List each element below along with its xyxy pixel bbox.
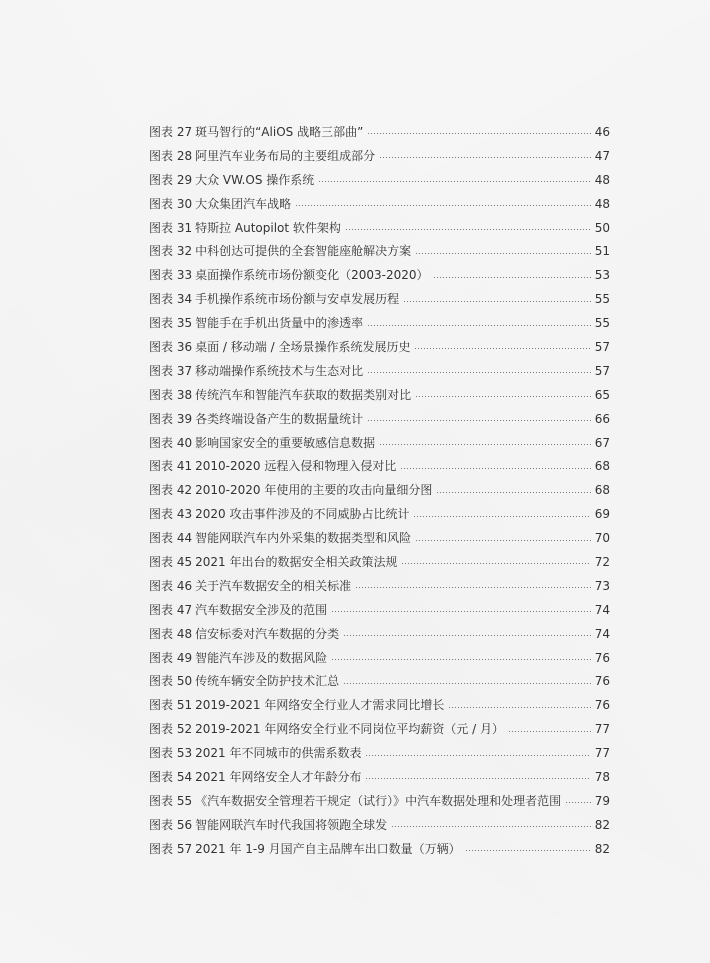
entry-page-number: 50 <box>594 220 610 235</box>
entry-title: 中科创达可提供的全套智能座舱解决方案 <box>195 244 412 259</box>
entry-prefix: 图表 47 <box>149 602 193 617</box>
dot-leader <box>401 563 590 564</box>
entry-page-number: 57 <box>594 363 610 378</box>
entry-prefix: 图表 38 <box>149 387 193 402</box>
entry-prefix: 图表 41 <box>149 459 193 474</box>
entry-title: 2010-2020 远程入侵和物理入侵对比 <box>195 459 397 474</box>
entry-page-number: 82 <box>594 817 610 832</box>
toc-entry-44[interactable] <box>149 527 610 551</box>
dot-leader <box>367 420 591 421</box>
entry-prefix: 图表 57 <box>149 841 193 856</box>
entry-prefix: 图表 37 <box>149 363 193 378</box>
entry-title: 传统汽车和智能汽车获取的数据类别对比 <box>195 387 412 402</box>
entry-page-number: 48 <box>594 196 610 211</box>
entry-prefix: 图表 51 <box>149 698 193 713</box>
entry-page-number: 77 <box>594 722 610 737</box>
entry-title: 各类终端设备产生的数据量统计 <box>195 411 364 426</box>
dot-leader <box>448 707 590 708</box>
entry-page-number: 47 <box>594 148 610 163</box>
toc-entry-40[interactable] <box>149 432 610 456</box>
entry-title: 桌面 / 移动端 / 全场景操作系统发展历史 <box>195 340 411 355</box>
entry-prefix: 图表 40 <box>149 435 193 450</box>
toc-entry-46[interactable] <box>149 575 610 599</box>
entry-title: 汽车数据安全涉及的范围 <box>195 602 328 617</box>
dot-leader <box>318 181 590 182</box>
entry-title: 智能汽车涉及的数据风险 <box>195 650 328 665</box>
toc-entry-49[interactable] <box>149 647 610 671</box>
entry-page-number: 55 <box>594 316 610 331</box>
entry-page-number: 72 <box>594 555 610 570</box>
entry-prefix: 图表 39 <box>149 411 193 426</box>
entry-page-number: 68 <box>594 483 610 498</box>
entry-title: 大众 VW.OS 操作系统 <box>195 172 315 187</box>
dot-leader <box>295 205 591 206</box>
toc-entry-36[interactable] <box>149 336 610 360</box>
entry-prefix: 图表 56 <box>149 817 193 832</box>
entry-page-number: 66 <box>594 411 610 426</box>
dot-leader <box>331 659 591 660</box>
toc-entry-57[interactable] <box>149 838 610 862</box>
entry-title: 智能网联汽车内外采集的数据类型和风险 <box>195 531 412 546</box>
entry-prefix: 图表 43 <box>149 507 193 522</box>
entry-title: 桌面操作系统市场份额变化（2003-2020） <box>195 268 429 283</box>
toc-entry-56[interactable] <box>149 814 610 838</box>
entry-title: 影响国家安全的重要敏感信息数据 <box>195 435 376 450</box>
entry-page-number: 73 <box>594 578 610 593</box>
entry-title: 手机操作系统市场份额与安卓发展历程 <box>195 292 400 307</box>
dot-leader <box>367 325 591 326</box>
entry-page-number: 78 <box>594 770 610 785</box>
dot-leader <box>367 133 590 134</box>
entry-page-number: 76 <box>594 698 610 713</box>
dot-leader <box>345 229 591 230</box>
entry-page-number: 74 <box>594 626 610 641</box>
dot-leader <box>415 396 591 397</box>
dot-leader <box>565 802 591 803</box>
entry-page-number: 57 <box>594 340 610 355</box>
entry-title: 2021 年不同城市的供需系数表 <box>195 746 362 761</box>
entry-prefix: 图表 35 <box>149 316 193 331</box>
table-of-figures <box>149 121 610 862</box>
toc-entry-43[interactable] <box>149 503 610 527</box>
dot-leader <box>465 850 591 851</box>
entry-prefix: 图表 52 <box>149 722 193 737</box>
entry-prefix: 图表 54 <box>149 770 193 785</box>
entry-prefix: 图表 50 <box>149 674 193 689</box>
entry-page-number: 74 <box>594 602 610 617</box>
entry-prefix: 图表 53 <box>149 746 193 761</box>
entry-page-number: 70 <box>594 531 610 546</box>
entry-title: 智能网联汽车时代我国将领跑全球发 <box>195 817 388 832</box>
toc-entry-30[interactable] <box>149 193 610 217</box>
dot-leader <box>365 778 590 779</box>
entry-title: 移动端操作系统技术与生态对比 <box>195 363 364 378</box>
entry-page-number: 53 <box>594 268 610 283</box>
entry-title: 2010-2020 年使用的主要的攻击向量细分图 <box>195 483 433 498</box>
dot-leader <box>355 587 591 588</box>
entry-prefix: 图表 44 <box>149 531 193 546</box>
toc-entry-32[interactable] <box>149 240 610 264</box>
entry-page-number: 76 <box>594 650 610 665</box>
toc-entry-33[interactable] <box>149 264 610 288</box>
entry-title: 2021 年网络安全人才年龄分布 <box>195 770 362 785</box>
toc-entry-42[interactable] <box>149 479 610 503</box>
dot-leader <box>436 492 590 493</box>
dot-leader <box>379 444 591 445</box>
toc-entry-31[interactable] <box>149 217 610 241</box>
entry-title: 特斯拉 Autopilot 软件架构 <box>195 220 341 235</box>
toc-entry-54[interactable] <box>149 766 610 790</box>
entry-prefix: 图表 36 <box>149 340 193 355</box>
toc-entry-47[interactable] <box>149 599 610 623</box>
entry-title: 2021 年出台的数据安全相关政策法规 <box>195 555 398 570</box>
entry-title: 大众集团汽车战略 <box>195 196 292 211</box>
entry-title: 2020 攻击事件涉及的不同威胁占比统计 <box>195 507 410 522</box>
toc-entry-51[interactable] <box>149 694 610 718</box>
dot-leader <box>343 635 591 636</box>
entry-page-number: 79 <box>594 793 610 808</box>
entry-page-number: 55 <box>594 292 610 307</box>
dot-leader <box>508 731 591 732</box>
toc-entry-37[interactable] <box>149 360 610 384</box>
entry-prefix: 图表 48 <box>149 626 193 641</box>
entry-page-number: 48 <box>594 172 610 187</box>
entry-prefix: 图表 30 <box>149 196 193 211</box>
entry-page-number: 77 <box>594 746 610 761</box>
entry-title: 智能手在手机出货量中的渗透率 <box>195 316 364 331</box>
entry-title: 2021 年 1-9 月国产自主品牌车出口数量（万辆） <box>195 841 461 856</box>
entry-prefix: 图表 31 <box>149 220 193 235</box>
entry-page-number: 65 <box>594 387 610 402</box>
dot-leader <box>391 826 591 827</box>
dot-leader <box>415 540 591 541</box>
dot-leader <box>414 348 590 349</box>
entry-page-number: 68 <box>594 459 610 474</box>
entry-page-number: 69 <box>594 507 610 522</box>
dot-leader <box>379 157 591 158</box>
entry-prefix: 图表 49 <box>149 650 193 665</box>
entry-title: 阿里汽车业务布局的主要组成部分 <box>195 148 376 163</box>
entry-prefix: 图表 55 <box>149 793 193 808</box>
entry-title: 2019-2021 年网络安全行业人才需求同比增长 <box>195 698 445 713</box>
toc-entry-52[interactable] <box>149 718 610 742</box>
dot-leader <box>343 683 591 684</box>
entry-title: 信安标委对汽车数据的分类 <box>195 626 340 641</box>
entry-prefix: 图表 27 <box>149 125 193 139</box>
entry-prefix: 图表 34 <box>149 292 193 307</box>
entry-prefix: 图表 29 <box>149 172 193 187</box>
toc-entry-29[interactable] <box>149 169 610 193</box>
entry-prefix: 图表 46 <box>149 578 193 593</box>
dot-leader <box>331 611 591 612</box>
entry-prefix: 图表 42 <box>149 483 193 498</box>
dot-leader <box>365 755 590 756</box>
entry-page-number: 67 <box>594 435 610 450</box>
entry-prefix: 图表 32 <box>149 244 193 259</box>
entry-page-number: 76 <box>594 674 610 689</box>
entry-title: 传统车辆安全防护技术汇总 <box>195 674 340 689</box>
entry-prefix: 图表 33 <box>149 268 193 283</box>
dot-leader <box>403 301 591 302</box>
entry-title: 斑马智行的“AliOS 战略三部曲” <box>195 125 364 139</box>
toc-entry-27[interactable] <box>149 121 610 145</box>
entry-title: 关于汽车数据安全的相关标准 <box>195 578 352 593</box>
entry-prefix: 图表 45 <box>149 555 193 570</box>
dot-leader <box>413 516 590 517</box>
dot-leader <box>415 253 591 254</box>
toc-entry-35[interactable] <box>149 312 610 336</box>
entry-title: 2019-2021 年网络安全行业不同岗位平均薪资（元 / 月） <box>195 722 504 737</box>
toc-entry-48[interactable] <box>149 623 610 647</box>
toc-entry-55[interactable] <box>149 790 610 814</box>
toc-entry-45[interactable] <box>149 551 610 575</box>
toc-entry-53[interactable] <box>149 742 610 766</box>
entry-page-number: 51 <box>594 244 610 259</box>
toc-entry-41[interactable] <box>149 455 610 479</box>
dot-leader <box>433 277 591 278</box>
dot-leader <box>367 372 591 373</box>
toc-entry-39[interactable] <box>149 408 610 432</box>
entry-page-number: 46 <box>594 125 610 139</box>
toc-entry-38[interactable] <box>149 384 610 408</box>
dot-leader <box>400 468 590 469</box>
toc-entry-28[interactable] <box>149 145 610 169</box>
toc-entry-34[interactable] <box>149 288 610 312</box>
entry-page-number: 82 <box>594 841 610 856</box>
entry-prefix: 图表 28 <box>149 148 193 163</box>
toc-entry-50[interactable] <box>149 670 610 694</box>
entry-title: 《汽车数据安全管理若干规定（试行）》中汽车数据处理和处理者范围 <box>195 793 562 808</box>
